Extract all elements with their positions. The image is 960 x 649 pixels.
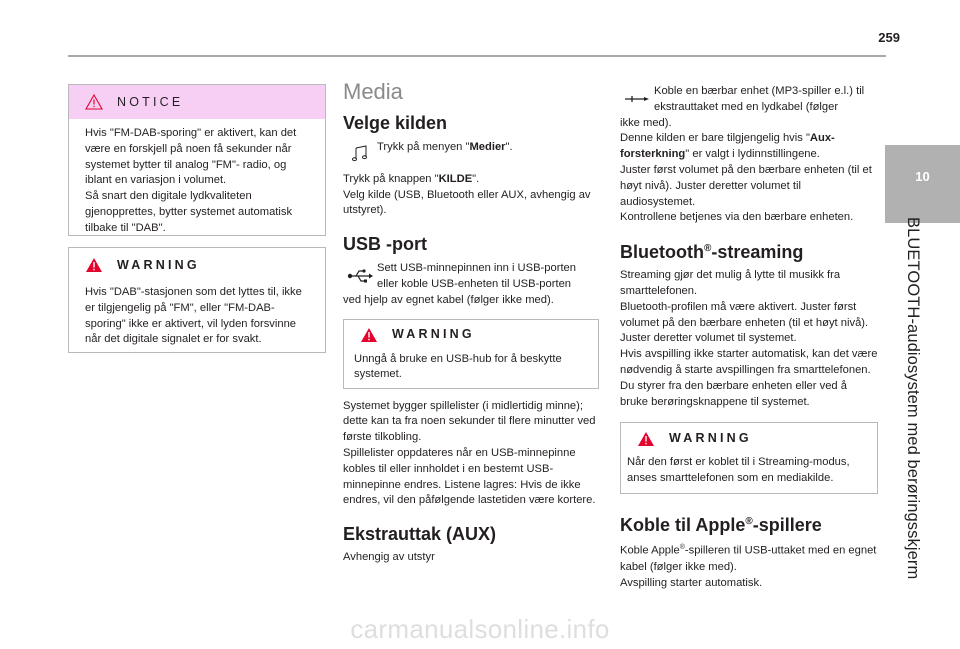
page-number: 259 — [878, 30, 900, 45]
apple-heading: Koble til Apple®-spillere — [620, 515, 822, 536]
source-menu-row — [343, 140, 599, 162]
usb-warning-title: WARNING — [392, 326, 475, 341]
header-rule — [68, 55, 886, 57]
music-note-icon — [343, 140, 377, 162]
notice-header — [69, 85, 325, 119]
usb-warning-body: Unngå å bruke en USB-hub for å beskytte systemet. — [354, 352, 562, 381]
warning-box — [68, 247, 326, 353]
aux-cable-paragraph: ikke med). Denne kilden er bare tilgjengelig hvis "Aux-forsterkning" er valgt i lydinnstillingene. Juster først volumet på den bærbare enheten (til et høyt nivå). Juster deretter volumet til audiosystemet. Kontrollene betjenes via den bærbare enheten. — [620, 116, 872, 224]
warning-body: Hvis "DAB"-stasjonen som det lyttes til, ikke er tilgjengelig på "FM", eller "FM-DAB-sporing" ikke er aktivert, vil lyden forsvinne når det digitale signalet er for svakt. — [85, 286, 302, 346]
media-column — [343, 79, 599, 566]
usb-text: Sett USB-minnepinnen inn i USB-porten eller koble USB-enheten til USB-porten — [377, 262, 576, 290]
warning-icon — [637, 431, 655, 447]
bluetooth-warning-body: Når den først er koblet til i Streaming-modus, anses smarttelefonen som en mediakilde. — [627, 456, 850, 485]
chapter-number-box — [885, 145, 960, 223]
notice-box — [68, 84, 326, 236]
bluetooth-warning-box — [620, 422, 878, 494]
usb-warning-header — [344, 320, 598, 350]
aux-heading: Ekstrauttak (AUX) — [343, 524, 497, 545]
warning-icon — [85, 257, 103, 273]
right-column — [620, 84, 878, 591]
source-menu-text: Trykk på menyen "Medier". — [377, 140, 513, 153]
source-heading: Velge kilden — [343, 112, 448, 133]
usb-text-continued: ved hjelp av egnet kabel (følger ikke med). — [343, 293, 554, 306]
warning-title: WARNING — [117, 258, 200, 272]
apple-paragraph: Koble Apple®-spilleren til USB-uttaket med en egnet kabel (følger ikke med). Avspilling starter automatisk. — [620, 544, 877, 589]
warning-icon — [360, 327, 378, 343]
source-paragraph: Trykk på knappen "KILDE". Velg kilde (USB, Bluetooth eller AUX, avhengig av utstyret). — [343, 172, 591, 217]
chapter-title: BLUETOOTH-audiosystem med berøringsskjerm — [904, 217, 922, 580]
usb-row — [343, 261, 599, 293]
warning-header — [69, 248, 325, 282]
aux-cable-text: Koble en bærbar enhet (MP3-spiller e.l.) til ekstrauttaket med en lydkabel (følger — [654, 85, 865, 113]
aux-cable-row — [620, 84, 878, 116]
aux-cable-icon — [620, 84, 654, 114]
bluetooth-warning-title: WARNING — [669, 431, 752, 446]
usb-heading: USB -port — [343, 234, 427, 255]
usb-paragraph: Systemet bygger spillelister (i midlertidig minne); dette kan ta fra noen sekunder til flere minutter ved første tilkobling. Spillelister oppdateres når en USB-minnepinne kobles til eller innholdet i en bestemt USB-minnepinne endres. Listene lagres: Hvis de ikke endres, vil den påfølgende lastetiden være kortere. — [343, 399, 596, 507]
bluetooth-warning-header — [621, 423, 877, 455]
notice-body: Hvis "FM-DAB-sporing" er aktivert, kan det være en forskjell på noen få sekunder når systemet bytter til analog "FM"- radio, og iblant en variasjon i volumet. Så snart den digitale lydkvaliteten gjenopprettes, bytter systemet automatisk tilbake til "DAB". — [85, 127, 297, 234]
bluetooth-paragraph: Streaming gjør det mulig å lytte til musikk fra smarttelefonen. Bluetooth-profilen må være aktivert. Juster først volumet på den bærbare enheten (til et høyt nivå). Juster deretter volumet til systemet. Hvis avspilling ikke starter automatisk, kan det være nødvendig å starte avspillingen fra smarttelefonen. Du styrer fra den bærbare enheten eller ved å bruke berøringsknappene til systemet. — [620, 269, 878, 408]
caution-outline-icon — [85, 94, 103, 110]
chapter-number: 10 — [915, 169, 930, 184]
usb-icon — [343, 261, 377, 291]
usb-warning-box — [343, 319, 599, 389]
chapter-side-tab — [885, 145, 960, 649]
aux-paragraph: Avhengig av utstyr — [343, 551, 435, 564]
watermark: carmanualsonline.info — [350, 614, 610, 644]
notice-title: NOTICE — [117, 95, 184, 109]
media-title: Media — [343, 79, 403, 104]
bluetooth-heading: Bluetooth®-streaming — [620, 242, 804, 263]
